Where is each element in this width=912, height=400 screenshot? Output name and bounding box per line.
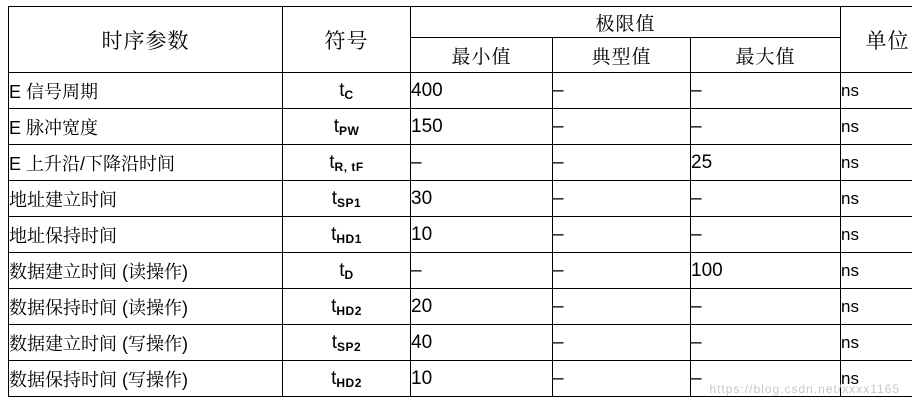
header-row-top <box>9 7 912 38</box>
header-max: 最大值 <box>691 38 841 73</box>
cell-unit: ns <box>841 217 912 253</box>
symbol-base: t <box>331 367 337 389</box>
cell-max: – <box>691 217 841 253</box>
cell-unit: ns <box>841 289 912 325</box>
cell-min: 10 <box>411 361 553 397</box>
symbol-sub: SP1 <box>337 195 362 210</box>
cell-symbol <box>283 181 411 217</box>
cell-max: – <box>691 325 841 361</box>
cell-unit: ns <box>841 253 912 289</box>
cell-unit: ns <box>841 325 912 361</box>
symbol-base: t <box>331 187 338 209</box>
cell-param: 地址保持时间 <box>9 217 283 253</box>
table-row <box>9 145 912 181</box>
cell-param: E 脉冲宽度 <box>9 109 283 145</box>
cell-param: E 上升沿/下降沿时间 <box>9 145 283 181</box>
cell-unit: ns <box>841 73 912 109</box>
header-symbol: 符号 <box>283 7 411 73</box>
symbol-base: t <box>339 79 345 101</box>
cell-param: 数据保持时间 (写操作) <box>9 361 283 397</box>
table-row <box>9 289 912 325</box>
symbol-sub: D <box>344 267 354 282</box>
symbol-base: t <box>331 331 338 353</box>
cell-typ: – <box>553 109 691 145</box>
cell-min: 30 <box>411 181 553 217</box>
cell-param: 数据建立时间 (读操作) <box>9 253 283 289</box>
symbol-sub: PW <box>338 123 360 138</box>
cell-max: 100 <box>691 253 841 289</box>
table-row <box>9 73 912 109</box>
cell-min: 20 <box>411 289 553 325</box>
header-typ: 典型值 <box>553 38 691 73</box>
symbol-base: t <box>333 115 339 137</box>
cell-min: – <box>411 253 553 289</box>
cell-min: 150 <box>411 109 553 145</box>
cell-typ: – <box>553 145 691 181</box>
symbol-sub: R, tF <box>334 159 364 174</box>
cell-typ: – <box>553 217 691 253</box>
cell-symbol <box>283 325 411 361</box>
symbol-sub: SP2 <box>337 339 362 354</box>
table-body <box>9 73 912 397</box>
cell-typ: – <box>553 253 691 289</box>
table-row <box>9 361 912 397</box>
cell-symbol <box>283 145 411 181</box>
symbol-base: t <box>329 151 335 173</box>
cell-min: 400 <box>411 73 553 109</box>
symbol-base: t <box>331 295 337 317</box>
table-row <box>9 325 912 361</box>
cell-typ: – <box>553 361 691 397</box>
cell-max: – <box>691 73 841 109</box>
cell-symbol <box>283 73 411 109</box>
header-limits-group: 极限值 <box>411 7 841 38</box>
cell-unit: ns <box>841 145 912 181</box>
cell-unit: ns <box>841 181 912 217</box>
cell-min: 10 <box>411 217 553 253</box>
header-min: 最小值 <box>411 38 553 73</box>
cell-symbol <box>283 289 411 325</box>
table-row <box>9 217 912 253</box>
symbol-sub: C <box>344 87 354 102</box>
cell-max: 25 <box>691 145 841 181</box>
cell-unit: ns <box>841 109 912 145</box>
table-row <box>9 181 912 217</box>
cell-symbol <box>283 109 411 145</box>
header-unit: 单位 <box>841 7 912 73</box>
timing-spec-table-container <box>8 6 910 397</box>
cell-param: E 信号周期 <box>9 73 283 109</box>
cell-max: – <box>691 181 841 217</box>
cell-param: 地址建立时间 <box>9 181 283 217</box>
symbol-sub: HD1 <box>336 231 362 246</box>
cell-max: – <box>691 109 841 145</box>
cell-typ: – <box>553 73 691 109</box>
cell-typ: – <box>553 289 691 325</box>
cell-param: 数据建立时间 (写操作) <box>9 325 283 361</box>
header-param: 时序参数 <box>9 7 283 73</box>
cell-typ: – <box>553 325 691 361</box>
cell-min: – <box>411 145 553 181</box>
cell-param: 数据保持时间 (读操作) <box>9 289 283 325</box>
symbol-base: t <box>339 259 345 281</box>
timing-parameters-table <box>8 6 912 397</box>
cell-min: 40 <box>411 325 553 361</box>
table-row <box>9 253 912 289</box>
symbol-base: t <box>331 223 337 245</box>
cell-symbol <box>283 217 411 253</box>
cell-unit: ns <box>841 361 912 397</box>
symbol-sub: HD2 <box>336 303 362 318</box>
table-header <box>9 7 912 73</box>
cell-max: – <box>691 361 841 397</box>
symbol-sub: HD2 <box>336 375 362 390</box>
cell-symbol <box>283 361 411 397</box>
cell-typ: – <box>553 181 691 217</box>
table-row <box>9 109 912 145</box>
cell-max: – <box>691 289 841 325</box>
watermark-text: https://blog.csdn.net/xxxx1165 <box>709 382 900 396</box>
cell-symbol <box>283 253 411 289</box>
